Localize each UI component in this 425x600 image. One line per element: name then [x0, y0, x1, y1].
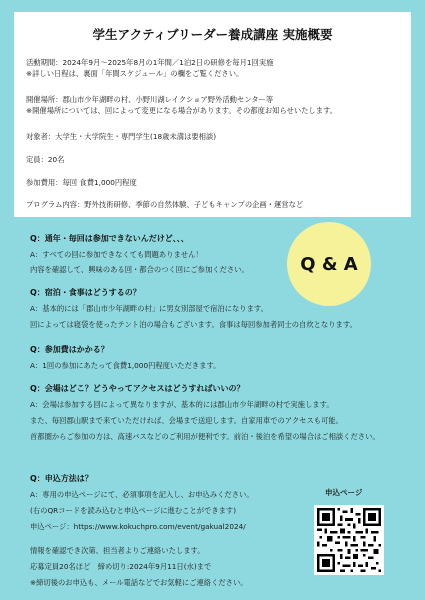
- answer-5-url-line: 申込ページ：https://www.kokuchpro.com/event/gakual2024/: [30, 522, 246, 531]
- answer-4-line-3: 首都圏からご参加の方は、高速バスなどのご利用が便利です。前泊・後泊を希望の場合はご相談ください。: [30, 432, 380, 441]
- answer-1-line-1: A：すべての回に参加できなくても問題ありません！: [30, 250, 203, 259]
- period-line-2: ※詳しい日程は、裏面「年間スケジュール」の欄をご覧ください。: [26, 69, 244, 78]
- question-5: Q：申込方法は？: [30, 474, 93, 483]
- question-2: Q：宿泊・食事はどうするの？: [30, 288, 141, 297]
- qr-label: 申込ページ: [325, 488, 363, 497]
- program-line: プログラム内容：野外技術研修、季節の自然体験、子どもキャンプの企画・運営など: [26, 200, 304, 209]
- answer-5-line-2: (右のQRコードを読み込むと申込ページに進むことができます): [30, 506, 237, 515]
- qa-badge: Q & A: [287, 222, 371, 306]
- question-3: Q：参加費はかかる？: [30, 345, 109, 354]
- place-line-1: 開催場所：郡山市少年湖畔の村、小野川湖レイクショア野外活動センター等: [26, 95, 274, 104]
- question-1: Q：通年・毎回は参加できないんだけど、、、: [30, 234, 189, 243]
- capacity-line: 定員：20名: [26, 155, 65, 164]
- answer-5-line-5: 情報を確認でき次第、担当者よりご連絡いたします。: [30, 546, 205, 555]
- answer-1-line-2: 内容を確認して、興味のある回・都合のつく回にご参加ください。: [30, 265, 249, 274]
- fee-line: 参加費用：毎回 食費1,000円程度: [26, 178, 137, 187]
- period-line-1: 活動期間：2024年9月～2025年8月の1年間／1泊2日の研修を毎月1回実施: [26, 58, 274, 67]
- answer-5-line-7: ※締切後のお申込も、メール電話などでお気軽にご連絡ください。: [30, 578, 248, 587]
- page-title: 学生アクティブリーダー養成講座 実施概要: [92, 27, 333, 42]
- answer-5-line-1: A：専用の申込ページにて、必須事項を記入し、お申込みください。: [30, 490, 254, 499]
- answer-3-line-1: A：1回の参加にあたって食費1,000円程度いただきます。: [30, 361, 221, 370]
- overview-panel: [14, 12, 411, 217]
- answer-4-line-1: A：会場は参加する回によって異なりますが、基本的には郡山市少年湖畔の村で実施します。: [30, 400, 334, 409]
- qr-code[interactable]: [314, 505, 384, 575]
- answer-5-line-6: 応募定員20名ほど 締め切り:2024年9月11日(水)まで: [30, 562, 212, 571]
- question-4: Q：会場はどこ？どうやってアクセスはどうすればいいの？: [30, 384, 245, 393]
- answer-4-line-2: また、毎回郡山駅まで来ていただければ、会場まで送迎します。自家用車でのアクセスも可能。: [30, 416, 343, 425]
- answer-2-line-2: 回によっては寝袋を使ったテント泊の場合もございます。食事は毎回参加者同士の自炊となります。: [30, 320, 357, 329]
- place-line-2: ※開催場所については、回によって変更になる場合があります。その都度お知らせいたします。: [26, 106, 338, 115]
- qr-code-icon: [317, 508, 381, 572]
- answer-2-line-1: A：基本的には「郡山市少年湖畔の村」に男女別部屋で宿泊になります。: [30, 304, 268, 313]
- target-line: 対象者：大学生・大学院生・専門学生(18歳未満は要相談): [26, 132, 217, 141]
